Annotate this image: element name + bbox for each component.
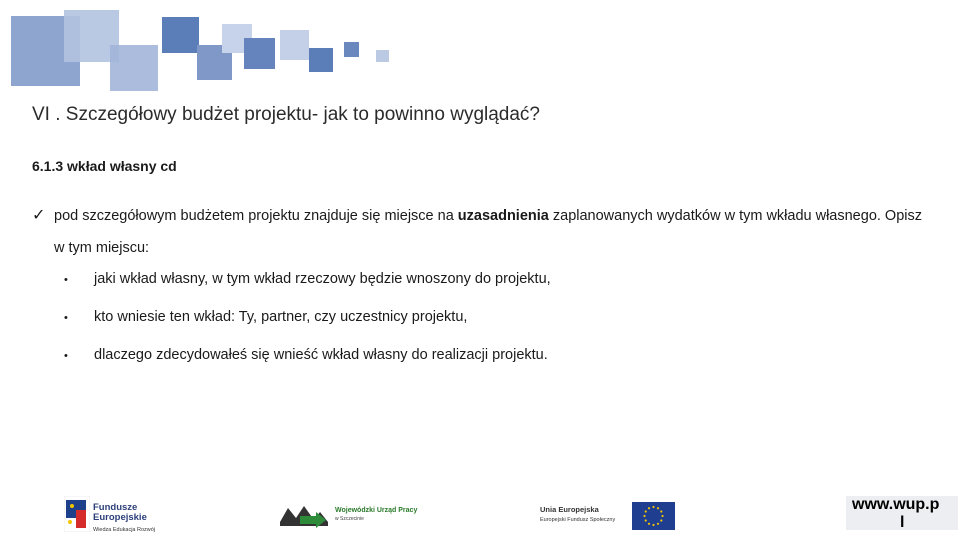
deco-square: [344, 42, 359, 57]
deco-square: [376, 50, 389, 62]
website-link[interactable]: www.wup.p l: [846, 496, 958, 530]
deco-square: [244, 38, 275, 69]
deco-square: [309, 48, 333, 72]
bullet-icon: •: [64, 274, 68, 286]
checkmark-icon: ✓: [32, 207, 46, 224]
check-item-text: pod szczegółowym budżetem projektu znajduje się miejsce na uzasadnienia zaplanowanych wydatków w tym wkładu własnego. Opisz w tym miejscu:: [54, 208, 923, 256]
list-item: [64, 304, 864, 342]
eu-flag-icon: [632, 502, 675, 530]
list-item: [64, 342, 864, 380]
check-item: [32, 200, 932, 264]
deco-square: [162, 17, 199, 53]
slide-subtitle: 6.1.3 wkład własny cd: [32, 158, 177, 174]
list-item-text: kto wniesie ten wkład: Ty, partner, czy uczestnicy projektu,: [94, 309, 468, 325]
list-item-text: jaki wkład własny, w tym wkład rzeczowy będzie wnoszony do projektu,: [94, 271, 551, 287]
fundusze-europejskie-logo: Fundusze Europejskie Wiedza Edukacja Rozwój: [93, 502, 156, 533]
fundusze-europejskie-logo-icon: [64, 496, 90, 532]
list-item-text: dlaczego zdecydowałeś się wnieść wkład własny do realizacji projektu.: [94, 347, 548, 363]
bullet-list: [64, 266, 864, 380]
deco-square: [280, 30, 309, 60]
list-item: [64, 266, 864, 304]
wup-logo-icon: [280, 500, 330, 528]
deco-square: [110, 45, 158, 91]
bullet-icon: •: [64, 312, 68, 324]
slide-title: VI . Szczegółowy budżet projektu- jak to powinno wyglądać?: [32, 104, 540, 125]
ue-logo: Unia Europejska Europejski Fundusz Społeczny: [540, 505, 616, 523]
bullet-icon: •: [64, 350, 68, 362]
wup-logo: Wojewódzki Urząd Pracy w Szczecinie: [335, 507, 418, 522]
